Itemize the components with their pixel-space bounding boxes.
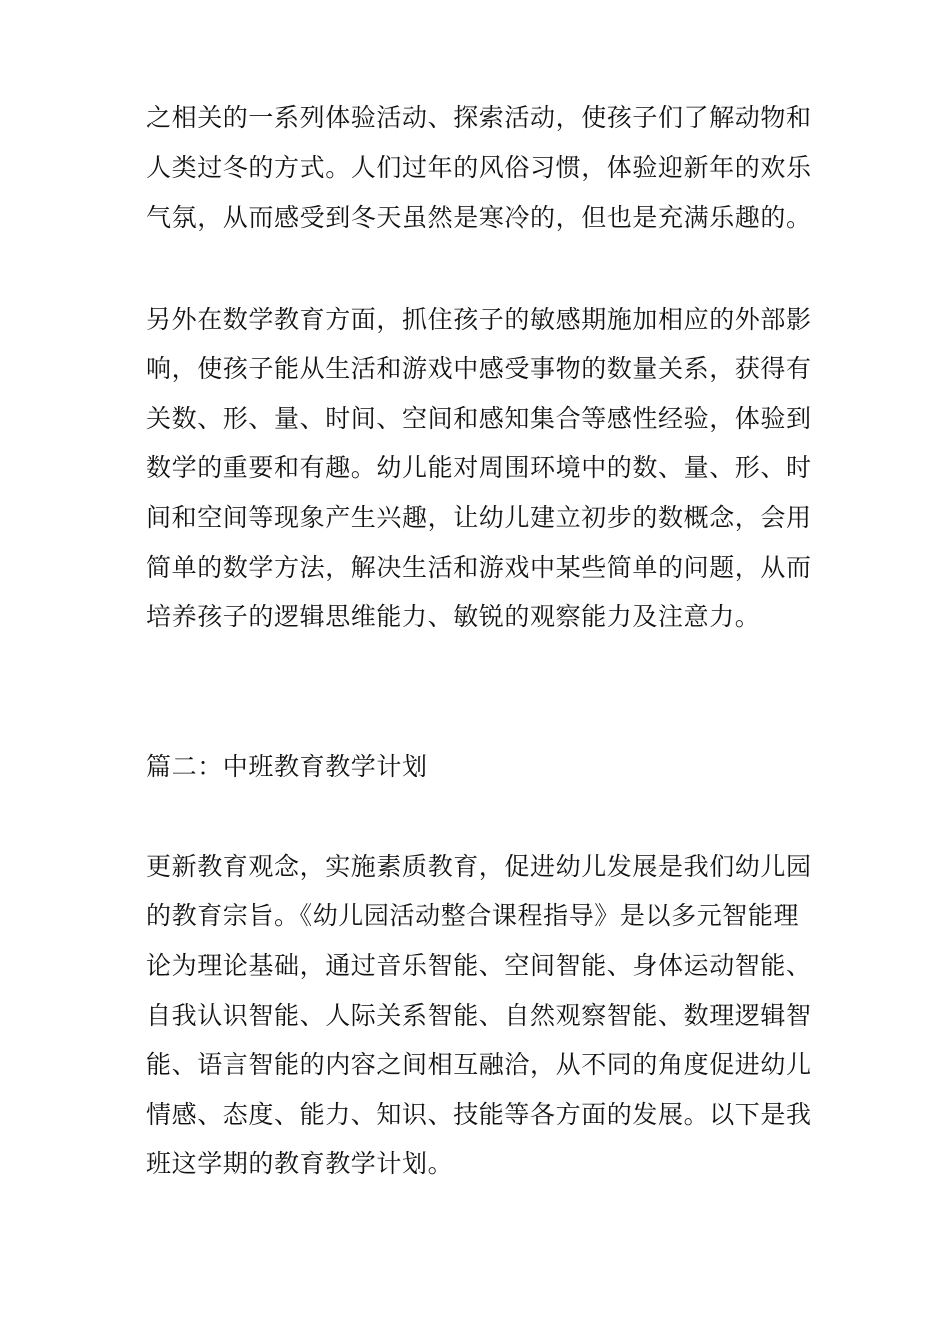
paragraph-line: 简单的数学方法，解决生活和游戏中某些简单的问题，从而 xyxy=(146,553,812,582)
paragraph-line: 更新教育观念，实施素质教育，促进幼儿发展是我们幼儿园 xyxy=(146,852,812,881)
paragraph-line: 响，使孩子能从生活和游戏中感受事物的数量关系，获得有 xyxy=(146,354,812,383)
section-heading: 篇二：中班教育教学计划 xyxy=(146,752,428,781)
paragraph-line: 论为理论基础，通过音乐智能、空间智能、身体运动智能、 xyxy=(146,951,812,980)
paragraph-line: 之相关的一系列体验活动、探索活动，使孩子们了解动物和 xyxy=(146,103,812,132)
paragraph-line: 间和空间等现象产生兴趣，让幼儿建立初步的数概念，会用 xyxy=(146,503,812,532)
paragraph-line: 关数、形、量、时间、空间和感知集合等感性经验，体验到 xyxy=(146,404,812,433)
paragraph-line: 班这学期的教育教学计划。 xyxy=(146,1149,454,1178)
paragraph-line: 能、语言智能的内容之间相互融洽，从不同的角度促进幼儿 xyxy=(146,1050,812,1079)
paragraph-line: 数学的重要和有趣。幼儿能对周围环境中的数、量、形、时 xyxy=(146,453,812,482)
paragraph-line: 自我认识智能、人际关系智能、自然观察智能、数理逻辑智 xyxy=(146,1001,812,1030)
paragraph-line: 另外在数学教育方面，抓住孩子的敏感期施加相应的外部影 xyxy=(146,305,812,334)
paragraph-line: 情感、态度、能力、知识、技能等各方面的发展。以下是我 xyxy=(146,1100,812,1129)
paragraph-line: 的教育宗旨。《幼儿园活动整合课程指导》是以多元智能理 xyxy=(146,901,800,930)
paragraph-line: 气氛，从而感受到冬天虽然是寒冷的，但也是充满乐趣的。 xyxy=(146,203,812,232)
paragraph-line: 培养孩子的逻辑思维能力、敏锐的观察能力及注意力。 xyxy=(146,602,761,631)
paragraph-line: 人类过冬的方式。人们过年的风俗习惯，体验迎新年的欢乐 xyxy=(146,153,812,182)
